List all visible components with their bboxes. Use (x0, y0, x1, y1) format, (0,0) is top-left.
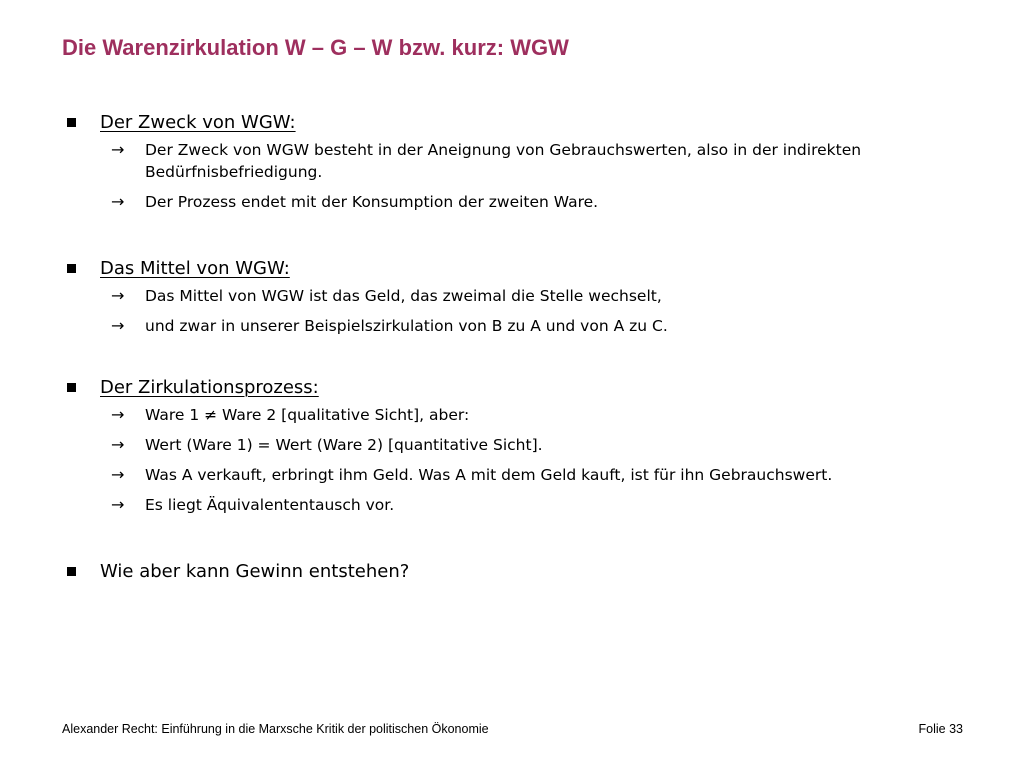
square-bullet-icon (67, 118, 76, 127)
arrow-right-icon: → (111, 192, 125, 211)
list-item (65, 494, 965, 516)
arrow-right-icon: → (111, 465, 125, 484)
square-bullet-icon (67, 567, 76, 576)
section-purpose (65, 110, 965, 213)
list-item-text: Es liegt Äquivalententausch vor. (145, 496, 395, 514)
list-item-text: Ware 1 ≠ Ware 2 [qualitative Sicht], aber: (145, 406, 470, 424)
arrow-right-icon: → (111, 495, 125, 514)
list-item (65, 285, 965, 307)
section-question (65, 559, 965, 585)
sub-list (65, 285, 965, 337)
section-means (65, 256, 965, 337)
list-item-text: Das Mittel von WGW ist das Geld, das zweimal die Stelle wechselt, (145, 287, 662, 305)
slide-title: Die Warenzirkulation W – G – W bzw. kurz: WGW (62, 35, 569, 60)
section-label: Der Zweck von WGW: (100, 112, 296, 133)
list-item (65, 315, 965, 337)
arrow-right-icon: → (111, 316, 125, 335)
list-item (65, 464, 965, 486)
list-item-text: Der Prozess endet mit der Konsumption der zweiten Ware. (145, 193, 599, 211)
arrow-right-icon: → (111, 435, 125, 454)
list-item (65, 191, 965, 213)
list-item-text: Der Zweck von WGW besteht in der Aneignung von Gebrauchswerten, also in der indirekten Bedürfnisbefriedigung. (145, 141, 862, 181)
list-item-text: und zwar in unserer Beispielszirkulation von B zu A und von A zu C. (145, 317, 668, 335)
slide-number: Folie 33 (918, 722, 963, 736)
list-item (65, 434, 965, 456)
list-item (65, 404, 965, 426)
footer-author-course: Alexander Recht: Einführung in die Marxsche Kritik der politischen Ökonomie (62, 722, 489, 736)
square-bullet-icon (67, 264, 76, 273)
section-process (65, 375, 965, 516)
section-label: Wie aber kann Gewinn entstehen? (100, 561, 410, 582)
sub-list (65, 404, 965, 516)
arrow-right-icon: → (111, 286, 125, 305)
square-bullet-icon (67, 383, 76, 392)
list-item-text: Wert (Ware 1) = Wert (Ware 2) [quantitative Sicht]. (145, 436, 543, 454)
section-label: Das Mittel von WGW: (100, 258, 290, 279)
list-item-text: Was A verkauft, erbringt ihm Geld. Was A mit dem Geld kauft, ist für ihn Gebrauchswert. (145, 466, 833, 484)
arrow-right-icon: → (111, 405, 125, 424)
section-label: Der Zirkulationsprozess: (100, 377, 319, 398)
sub-list (65, 139, 965, 213)
list-item (65, 139, 965, 183)
arrow-right-icon: → (111, 140, 125, 159)
